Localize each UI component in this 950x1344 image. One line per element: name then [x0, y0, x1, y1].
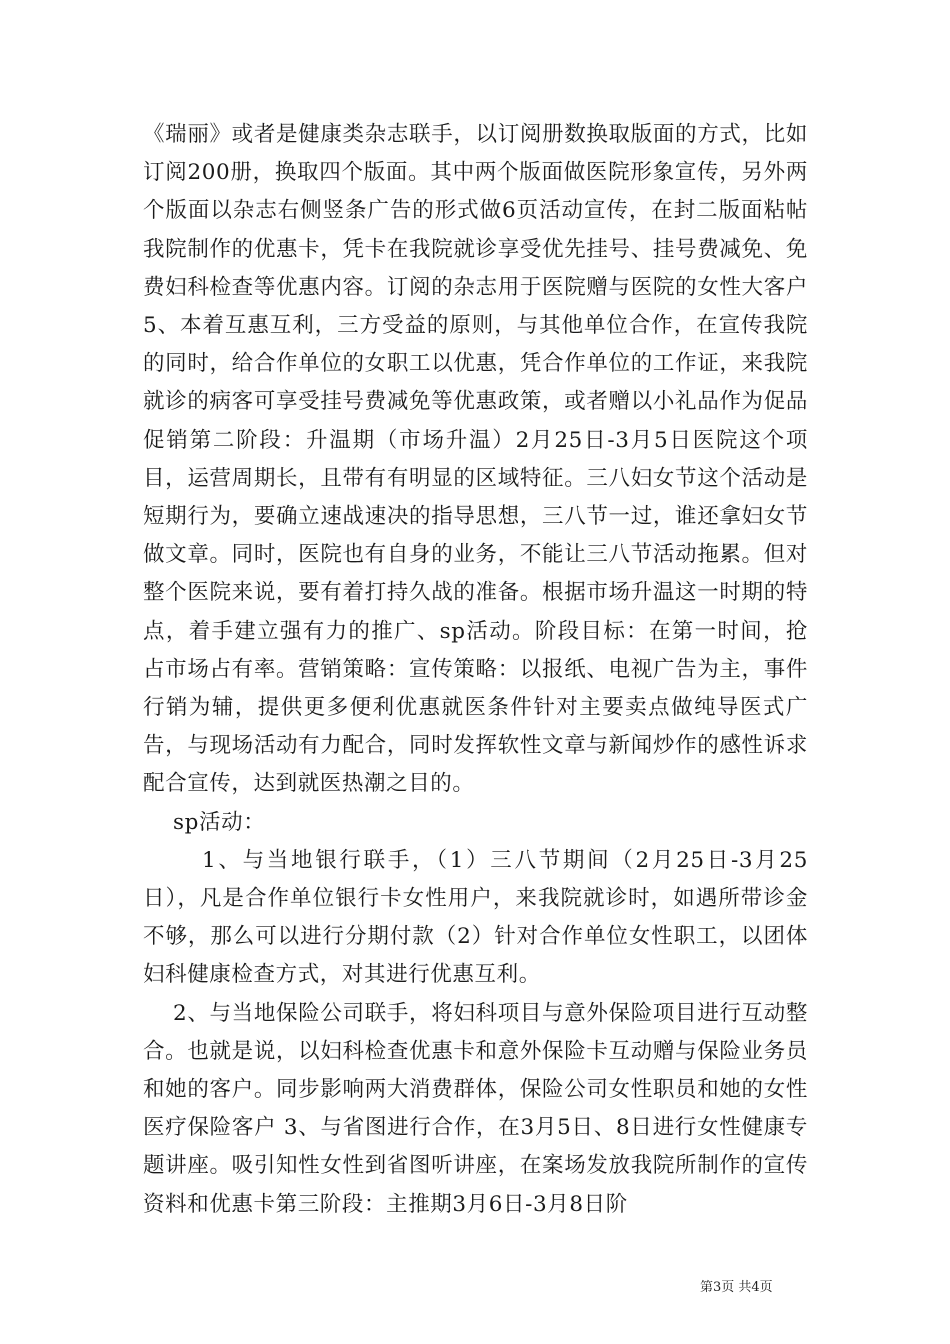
- paragraph-item-2: 2、与当地保险公司联手，将妇科项目与意外保险项目进行互动整合。也就是说，以妇科检查优惠卡和意外保险卡互动赠与保险业务员和她的客户。同步影响两大消费群体，保险公司女性职员和她的女性医疗保险客户 3、与省图进行合作，在3月5日、8日进行女性健康专题讲座。吸引知性女性到省图听讲座，在案场发放我院所制作的宣传资料和优惠卡第三阶段：主推期3月6日-3月8日阶: [143, 1000, 808, 1217]
- document-body: [143, 116, 808, 1224]
- paragraph-sp-heading: sp活动：: [173, 809, 266, 835]
- paragraph-item-1: 1、与当地银行联手，（1）三八节期间（2月25日-3月25日），凡是合作单位银行卡女性用户，来我院就诊时，如遇所带诊金不够，那么可以进行分期付款（2）针对合作单位女性职工，以团体妇科健康检查方式，对其进行优惠互利。: [143, 847, 808, 988]
- page-number-footer: 第3页 共4页: [700, 1280, 773, 1295]
- paragraph-main: 《瑞丽》或者是健康类杂志联手，以订阅册数换取版面的方式，比如订阅200册，换取四个版面。其中两个版面做医院形象宣传，另外两个版面以杂志右侧竖条广告的形式做6页活动宣传，在封二版面粘帖我院制作的优惠卡，凭卡在我院就诊享受优先挂号、挂号费减免、免费妇科检查等优惠内容。订阅的杂志用于医院赠与医院的女性大客户 5、本着互惠互利，三方受益的原则，与其他单位合作，在宣传我院的同时，给合作单位的女职工以优惠，凭合作单位的工作证，来我院就诊的病客可享受挂号费减免等优惠政策，或者赠以小礼品作为促品促销第二阶段：升温期（市场升温）2月25日-3月5日医院这个项目，运营周期长，且带有有明显的区域特征。三八妇女节这个活动是短期行为，要确立速战速决的指导思想，三八节一过，谁还拿妇女节做文章。同时，医院也有自身的业务，不能让三八节活动拖累。但对整个医院来说，要有着打持久战的准备。根据市场升温这一时期的特点，着手建立强有力的推广、sp活动。阶段目标：在第一时间，抢占市场占有率。营销策略：宣传策略：以报纸、电视广告为主，事件行销为辅，提供更多便利优惠就医条件针对主要卖点做纯导医式广告，与现场活动有力配合，同时发挥软性文章与新闻炒作的感性诉求配合宣传，达到就医热潮之目的。: [143, 122, 808, 797]
